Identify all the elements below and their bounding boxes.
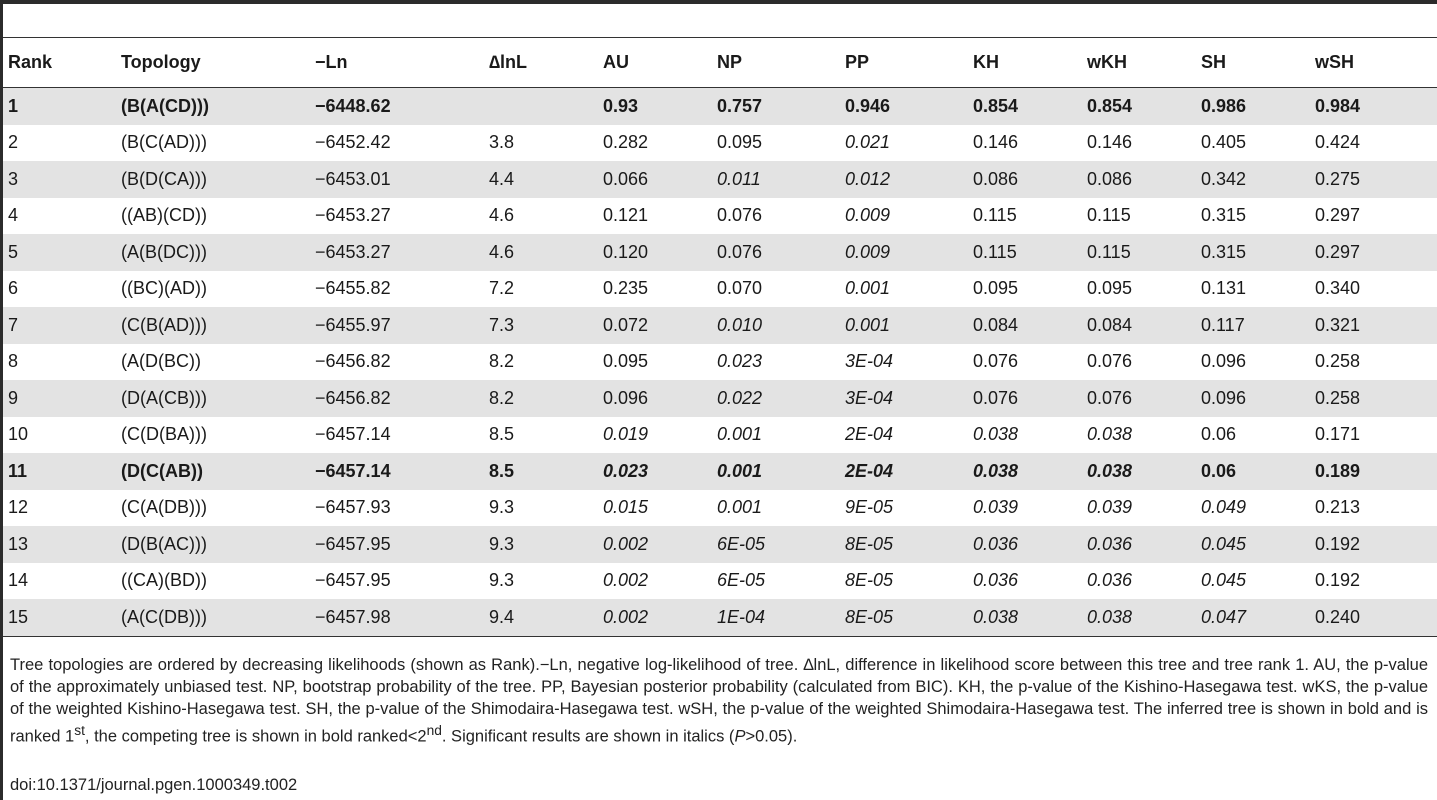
table-row: [3, 88, 1437, 125]
cell-wsh: 0.258: [1310, 380, 1437, 417]
cell-neg-ln: −6455.97: [310, 307, 484, 344]
footnote-sup2: nd: [426, 723, 442, 738]
cell-topology: ((CA)(BD)): [121, 570, 207, 591]
cell-delta-lnl: 7.3: [484, 307, 598, 344]
cell-pp: 0.009: [840, 234, 968, 271]
cell-delta-lnl: 9.4: [484, 599, 598, 636]
cell-np: 0.001: [717, 424, 763, 445]
cell-delta-lnl: 7.2: [489, 278, 515, 299]
cell-kh: 0.038: [968, 599, 1082, 636]
cell-au: 0.002: [603, 570, 649, 591]
cell-au: 0.121: [603, 205, 649, 226]
cell-kh: 0.076: [968, 380, 1082, 417]
cell-wsh: 0.171: [1315, 424, 1361, 445]
cell-np: 1E-04: [712, 599, 840, 636]
cell-pp: 0.021: [845, 132, 891, 153]
cell-neg-ln: −6457.95: [310, 526, 484, 563]
cell-kh: 0.095: [973, 278, 1019, 299]
header-wkh: wKH: [1087, 52, 1127, 72]
cell-topology: (B(C(AD))): [121, 132, 207, 153]
cell-sh: 0.049: [1201, 497, 1247, 518]
cell-sh: 0.06: [1201, 424, 1237, 445]
cell-wkh: 0.095: [1087, 278, 1133, 299]
cell-np: 0.070: [717, 278, 763, 299]
cell-au: 0.235: [603, 278, 649, 299]
cell-pp: 0.001: [845, 278, 891, 299]
cell-wsh: 0.258: [1315, 351, 1361, 372]
cell-wkh: 0.039: [1087, 497, 1133, 518]
cell-topology: (C(A(DB))): [121, 497, 207, 518]
cell-pp: 0.009: [845, 205, 891, 226]
cell-np: 0.023: [717, 351, 763, 372]
cell-pp: 0.012: [840, 161, 968, 198]
cell-wkh: 0.036: [1082, 526, 1196, 563]
cell-wkh: 0.115: [1082, 234, 1196, 271]
header-neg-ln: −Ln: [315, 52, 348, 72]
cell-rank: 2: [8, 132, 19, 153]
cell-neg-ln: −6453.27: [310, 234, 484, 271]
cell-topology: (D(A(CB))): [116, 380, 310, 417]
cell-sh: 0.315: [1201, 205, 1247, 226]
cell-sh: 0.117: [1196, 307, 1310, 344]
cell-wkh: 0.115: [1087, 205, 1131, 226]
cell-sh: 0.342: [1196, 161, 1310, 198]
cell-kh: 0.084: [968, 307, 1082, 344]
header-np: NP: [717, 52, 743, 72]
cell-au: 0.072: [598, 307, 712, 344]
cell-delta-lnl: 8.2: [489, 351, 515, 372]
cell-neg-ln: −6457.95: [315, 570, 391, 591]
cell-kh: 0.115: [968, 234, 1082, 271]
cell-wsh: 0.192: [1310, 526, 1437, 563]
cell-rank: 3: [3, 161, 116, 198]
cell-wkh: 0.036: [1087, 570, 1133, 591]
cell-wkh: 0.076: [1087, 351, 1133, 372]
cell-delta-lnl: 4.4: [484, 161, 598, 198]
cell-delta-lnl: 9.3: [484, 526, 598, 563]
cell-neg-ln: −6457.98: [310, 599, 484, 636]
cell-sh: 0.045: [1201, 570, 1247, 591]
table-row: [3, 417, 1437, 454]
cell-wsh: 0.297: [1310, 234, 1437, 271]
cell-rank: 4: [8, 205, 19, 226]
cell-np: 6E-05: [717, 570, 766, 591]
header-delta-lnl: ∆lnL: [489, 52, 528, 72]
cell-wkh: 0.084: [1082, 307, 1196, 344]
cell-pp: 8E-05: [840, 599, 968, 636]
cell-rank: 15: [3, 599, 116, 636]
cell-au: 0.095: [603, 351, 649, 372]
cell-pp: 2E-04: [840, 453, 968, 490]
cell-delta-lnl: 4.6: [489, 205, 515, 226]
cell-pp: 3E-04: [845, 351, 894, 372]
cell-pp: 9E-05: [845, 497, 894, 518]
table-row: [3, 125, 1437, 162]
cell-pp: 0.001: [840, 307, 968, 344]
cell-neg-ln: −6453.01: [310, 161, 484, 198]
cell-wsh: 0.984: [1310, 88, 1437, 125]
cell-kh: 0.076: [973, 351, 1019, 372]
cell-au: 0.066: [598, 161, 712, 198]
cell-np: 0.076: [712, 234, 840, 271]
cell-kh: 0.086: [968, 161, 1082, 198]
cell-au: 0.120: [598, 234, 712, 271]
cell-pp: 0.946: [840, 88, 968, 125]
header-rank: Rank: [8, 52, 53, 72]
cell-neg-ln: −6457.93: [315, 497, 391, 518]
table-row: [3, 307, 1437, 344]
cell-wkh: 0.076: [1082, 380, 1196, 417]
header-topology: Topology: [121, 52, 201, 72]
cell-delta-lnl: 9.3: [489, 570, 515, 591]
cell-np: 0.076: [717, 205, 763, 226]
footnote-sup1: st: [74, 723, 85, 738]
cell-wkh: 0.146: [1087, 132, 1133, 153]
cell-topology: (B(A(CD))): [116, 88, 310, 125]
cell-kh: 0.036: [973, 570, 1019, 591]
cell-sh: 0.096: [1201, 351, 1247, 372]
footnote-part2: , the competing tree is shown in bold ranked<2: [84, 727, 427, 746]
cell-sh: 0.315: [1196, 234, 1310, 271]
cell-delta-lnl: [484, 88, 598, 125]
doi-text: doi:10.1371/journal.pgen.1000349.t002: [10, 776, 298, 794]
cell-sh: 0.06: [1196, 453, 1310, 490]
top-border: [0, 0, 1437, 4]
cell-sh: 0.096: [1196, 380, 1310, 417]
table-body: [3, 88, 1437, 637]
cell-delta-lnl: 8.2: [484, 380, 598, 417]
cell-topology: (C(D(BA))): [121, 424, 207, 445]
cell-np: 0.001: [712, 453, 840, 490]
cell-wsh: 0.192: [1315, 570, 1361, 591]
cell-sh: 0.405: [1201, 132, 1247, 153]
cell-wkh: 0.086: [1082, 161, 1196, 198]
cell-wsh: 0.340: [1315, 278, 1361, 299]
cell-au: 0.93: [598, 88, 712, 125]
cell-neg-ln: −6453.27: [315, 205, 391, 226]
topology-table: [3, 37, 1437, 637]
table-row: [3, 526, 1437, 563]
cell-kh: 0.038: [968, 453, 1082, 490]
cell-rank: 12: [8, 497, 29, 518]
cell-rank: 13: [3, 526, 116, 563]
header-pp: PP: [845, 52, 870, 72]
cell-sh: 0.045: [1196, 526, 1310, 563]
cell-au: 0.002: [598, 526, 712, 563]
cell-np: 6E-05: [712, 526, 840, 563]
cell-rank: 9: [3, 380, 116, 417]
cell-np: 0.011: [712, 161, 840, 198]
cell-np: 0.757: [712, 88, 840, 125]
cell-neg-ln: −6452.42: [315, 132, 391, 153]
cell-delta-lnl: 4.6: [484, 234, 598, 271]
header-wsh: wSH: [1315, 52, 1355, 72]
cell-kh: 0.115: [973, 205, 1017, 226]
cell-rank: 7: [3, 307, 116, 344]
cell-np: 0.010: [712, 307, 840, 344]
cell-kh: 0.039: [973, 497, 1019, 518]
cell-topology: (A(B(DC))): [116, 234, 310, 271]
cell-au: 0.015: [603, 497, 649, 518]
cell-pp: 2E-04: [845, 424, 894, 445]
table-row: [3, 563, 1437, 600]
cell-rank: 6: [8, 278, 19, 299]
header-kh: KH: [973, 52, 999, 72]
cell-wsh: 0.275: [1310, 161, 1437, 198]
table-header-row: [3, 38, 1437, 88]
cell-neg-ln: −6456.82: [315, 351, 391, 372]
cell-delta-lnl: 9.3: [489, 497, 515, 518]
cell-topology: (D(C(AB)): [116, 453, 310, 490]
cell-au: 0.023: [598, 453, 712, 490]
cell-sh: 0.131: [1201, 278, 1247, 299]
cell-topology: ((BC)(AD)): [121, 278, 207, 299]
cell-delta-lnl: 3.8: [489, 132, 515, 153]
table-row: [3, 599, 1437, 636]
cell-neg-ln: −6457.14: [310, 453, 484, 490]
footnote-part1: Tree topologies are ordered by decreasing likelihoods (shown as Rank).−Ln, negative log-likelihood of tree. ∆lnL, difference in likelihood score between this tree and tree rank 1. AU, the p-value of the approximately unbiased test. NP, bootstrap probability of the tree. PP, Bayesian posterior probability (calculated from BIC). KH, the p-value of the Kishino-Hasegawa test. wKS, the p-value of the weighted Kishino-Hasegawa test. SH, the p-value of the Shimodaira-Hasegawa test. wSH, the p-value of the weighted Shimodaira-Hasegawa test. The inferred tree is shown in bold and is ranked 1: [10, 656, 1428, 746]
cell-rank: 1: [3, 88, 116, 125]
table-row: [3, 161, 1437, 198]
table-row: [3, 234, 1437, 271]
cell-np: 0.001: [717, 497, 763, 518]
cell-sh: 0.047: [1196, 599, 1310, 636]
cell-wkh: 0.038: [1082, 599, 1196, 636]
cell-neg-ln: −6457.14: [315, 424, 391, 445]
footnote-part3: . Significant results are shown in italics (: [441, 727, 735, 746]
cell-wsh: 0.297: [1315, 205, 1361, 226]
cell-sh: 0.986: [1196, 88, 1310, 125]
cell-neg-ln: −6455.82: [315, 278, 391, 299]
cell-neg-ln: −6456.82: [310, 380, 484, 417]
cell-rank: 11: [3, 453, 116, 490]
cell-kh: 0.036: [968, 526, 1082, 563]
cell-delta-lnl: 8.5: [484, 453, 598, 490]
cell-pp: 8E-05: [840, 526, 968, 563]
cell-neg-ln: −6448.62: [310, 88, 484, 125]
cell-pp: 3E-04: [840, 380, 968, 417]
cell-wkh: 0.854: [1082, 88, 1196, 125]
table-row: [3, 453, 1437, 490]
cell-topology: ((AB)(CD)): [121, 205, 207, 226]
cell-au: 0.002: [598, 599, 712, 636]
cell-topology: (B(D(CA))): [116, 161, 310, 198]
cell-wsh: 0.189: [1310, 453, 1437, 490]
cell-rank: 14: [8, 570, 29, 591]
table-footnote: [10, 654, 1428, 748]
cell-wkh: 0.038: [1082, 453, 1196, 490]
cell-kh: 0.038: [973, 424, 1019, 445]
table-row: [3, 490, 1437, 527]
cell-topology: (D(B(AC))): [116, 526, 310, 563]
cell-topology: (A(C(DB))): [116, 599, 310, 636]
cell-delta-lnl: 8.5: [489, 424, 515, 445]
cell-wsh: 0.240: [1310, 599, 1437, 636]
table-row: [3, 198, 1437, 235]
cell-rank: 10: [8, 424, 29, 445]
header-sh: SH: [1201, 52, 1227, 72]
cell-au: 0.019: [603, 424, 649, 445]
cell-wsh: 0.213: [1315, 497, 1361, 518]
cell-au: 0.282: [603, 132, 649, 153]
header-au: AU: [603, 52, 629, 72]
cell-wsh: 0.321: [1310, 307, 1437, 344]
cell-rank: 5: [3, 234, 116, 271]
cell-rank: 8: [8, 351, 19, 372]
cell-np: 0.095: [717, 132, 763, 153]
cell-topology: (C(B(AD))): [116, 307, 310, 344]
footnote-part4: >0.05).: [745, 727, 798, 746]
table-row: [3, 344, 1437, 381]
cell-kh: 0.854: [968, 88, 1082, 125]
table-row: [3, 271, 1437, 308]
cell-kh: 0.146: [973, 132, 1019, 153]
cell-np: 0.022: [712, 380, 840, 417]
footnote-p-symbol: P: [734, 727, 746, 746]
cell-pp: 8E-05: [845, 570, 894, 591]
cell-topology: (A(D(BC)): [121, 351, 201, 372]
cell-wsh: 0.424: [1315, 132, 1361, 153]
table-row: [3, 380, 1437, 417]
cell-au: 0.096: [598, 380, 712, 417]
cell-wkh: 0.038: [1087, 424, 1133, 445]
